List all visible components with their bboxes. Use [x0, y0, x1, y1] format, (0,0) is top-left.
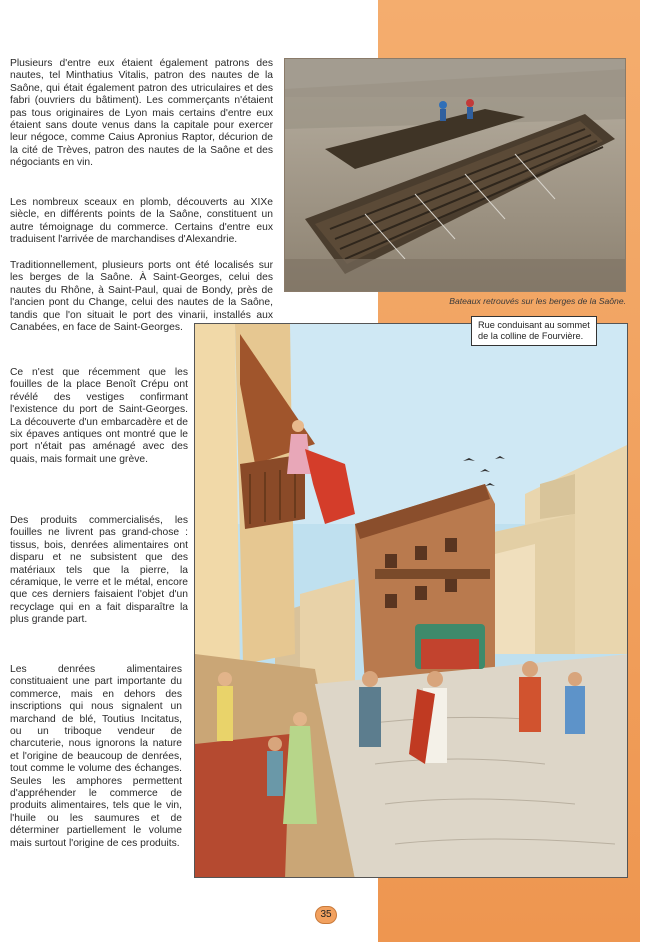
paragraph-ports: Traditionnellement, plusieurs ports ont été localisés sur les berges de la Saône. À Saint-Georges, celui des nautes du Rhône, à Saint-Paul, quai de Bondy, près de l'ancien pont du Change, celui des nautes de la Saône, tandis que l'on situait le port des vinarii, installés aux Canabées, en face de Saint-Georges. [10, 260, 273, 334]
paragraph-produits: Des produits commercialisés, les fouilles ne livrent pas grand-chose : tissus, bois, denrées alimentaires ont disparu et ne subsistent que des matériaux tels que la pierre, la céramique, le verre et le métal, encore que ces derniers faisaient l'objet d'un recyclage qui en a fait disparaître la plus grande part. [10, 515, 188, 626]
paragraph-sceaux: Les nombreux sceaux en plomb, découverts au XIXe siècle, en différents points de la Saône, constituent un autre témoignage du commerce. Certains d'entre eux traduisent l'arrivée de marchandises d'Alexandrie. [10, 197, 273, 246]
page-number: 35 [315, 906, 337, 924]
illustration-caption: Rue conduisant au sommet de la colline de Fourvière. [471, 316, 597, 346]
paragraph-denrees: Les denrées alimentaires constituaient une part importante du commerce, mais en dehors des inscriptions qui nous signalent un marchand de blé, Toutius Incitatus, ou un triboque vendeur de charcuterie, nous ignorons la nature et l'origine de beaucoup de denrées, tout comme le volume des échanges. Seules les amphores permettent d'appréhender le commerce de produits alimentaires, tels que le vin, l'huile ou les saumures et de déterminer partiellement le volume mais surtout l'origine de ces produits. [10, 664, 182, 849]
paragraph-fouilles: Ce n'est que récemment que les fouilles de la place Benoît Crépu ont révélé des vestiges confirmant l'existence du port de Saint-Georges. La découverte d'un embarcadère et de six épaves antiques ont montré que le port n'était pas aménagé avec des quais, mais formait une grève. [10, 367, 188, 465]
roman-street-illustration [194, 323, 628, 878]
boat-excavation-photo [284, 58, 626, 292]
photo-caption: Bateaux retrouvés sur les berges de la Saône. [449, 296, 626, 306]
paragraph-patrons: Plusieurs d'entre eux étaient également patrons des nautes, tel Minthatius Vitalis, patron des nautes de la Saône, qui était également patron des utriculaires et des fabri (ouvriers du bâtiment). Les commerçants n'étaient pas tous originaires de Lyon mais certains d'entre eux étaient sans doute venus dans la capitale pour exercer leur négoce, comme Caius Apronius Raptor, décurion de la cité de Trèves, patron des nautes de la Saône et des négociants en vin. [10, 58, 273, 169]
